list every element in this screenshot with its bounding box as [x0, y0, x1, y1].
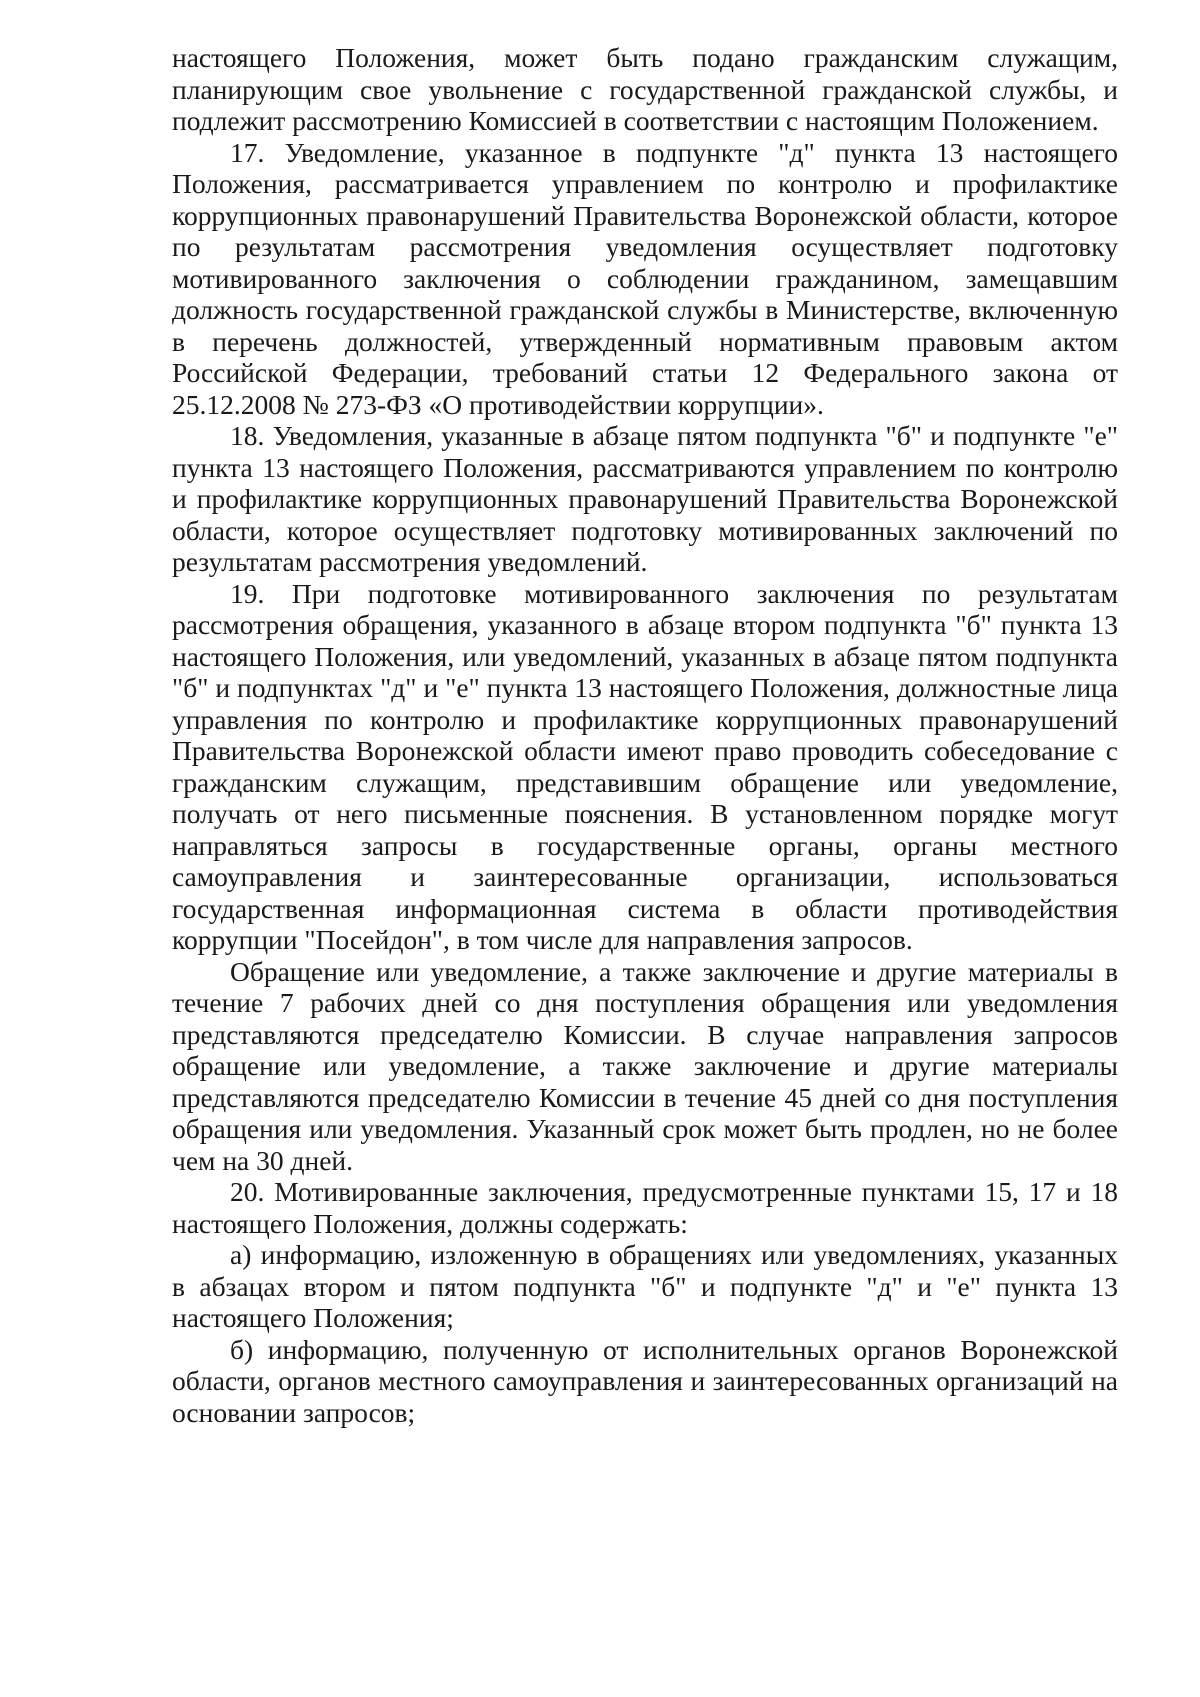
paragraph-item-20-b: б) информацию, полученную от исполнительных органов Воронежской области, органов местного самоуправления и заинтересованных организаций на основании запросов;: [172, 1333, 1118, 1428]
paragraph-item-20-a: а) информацию, изложенную в обращениях или уведомлениях, указанных в абзацах втором и пятом подпункта "б" и подпункте "д" и "е" пункта 13 настоящего Положения;: [172, 1239, 1118, 1333]
paragraph-item-18: 18. Уведомления, указанные в абзаце пятом подпункта "б" и подпункте "е" пункта 13 настоящего Положения, рассматриваются управлением по контролю и профилактике коррупционных правонарушений Правительства Воронежской области, которое осуществляет подготовку мотивированных заключений по результатам рассмотрения уведомлений.: [172, 420, 1118, 577]
paragraph-continuation: настоящего Положения, может быть подано гражданским служащим, планирующим свое увольнение с государственной гражданской службы, и подлежит рассмотрению Комиссией в соответствии с настоящим Положением.: [172, 42, 1118, 136]
document-body: [172, 42, 1118, 1428]
paragraph-item-20: 20. Мотивированные заключения, предусмотренные пунктами 15, 17 и 18 настоящего Положения, должны содержать:: [172, 1176, 1118, 1239]
paragraph-item-19: 19. При подготовке мотивированного заключения по результатам рассмотрения обращения, указанного в абзаце втором подпункта "б" пункта 13 настоящего Положения, или уведомлений, указанных в абзаце пятом подпункта "б" и подпунктах "д" и "е" пункта 13 настоящего Положения, должностные лица управления по контролю и профилактике коррупционных правонарушений Правительства Воронежской области имеют право проводить собеседование с гражданским служащим, представившим обращение или уведомление, получать от него письменные пояснения. В установленном порядке могут направляться запросы в государственные органы, органы местного самоуправления и заинтересованные организации, использоваться государственная информационная система в области противодействия коррупции "Посейдон", в том числе для направления запросов.: [172, 577, 1118, 955]
paragraph-item-19-second: Обращение или уведомление, а также заключение и другие материалы в течение 7 рабочих дней со дня поступления обращения или уведомления представляются председателю Комиссии. В случае направления запросов обращение или уведомление, а также заключение и другие материалы представляются председателю Комиссии в течение 45 дней со дня поступления обращения или уведомления. Указанный срок может быть продлен, но не более чем на 30 дней.: [172, 955, 1118, 1176]
paragraph-item-17: 17. Уведомление, указанное в подпункте "д" пункта 13 настоящего Положения, рассматривается управлением по контролю и профилактике коррупционных правонарушений Правительства Воронежской области, которое по результатам рассмотрения уведомления осуществляет подготовку мотивированного заключения о соблюдении гражданином, замещавшим должность государственной гражданской службы в Министерстве, включенную в перечень должностей, утвержденный нормативным правовым актом Российской Федерации, требований статьи 12 Федерального закона от 25.12.2008 № 273-ФЗ «О противодействии коррупции».: [172, 136, 1118, 420]
